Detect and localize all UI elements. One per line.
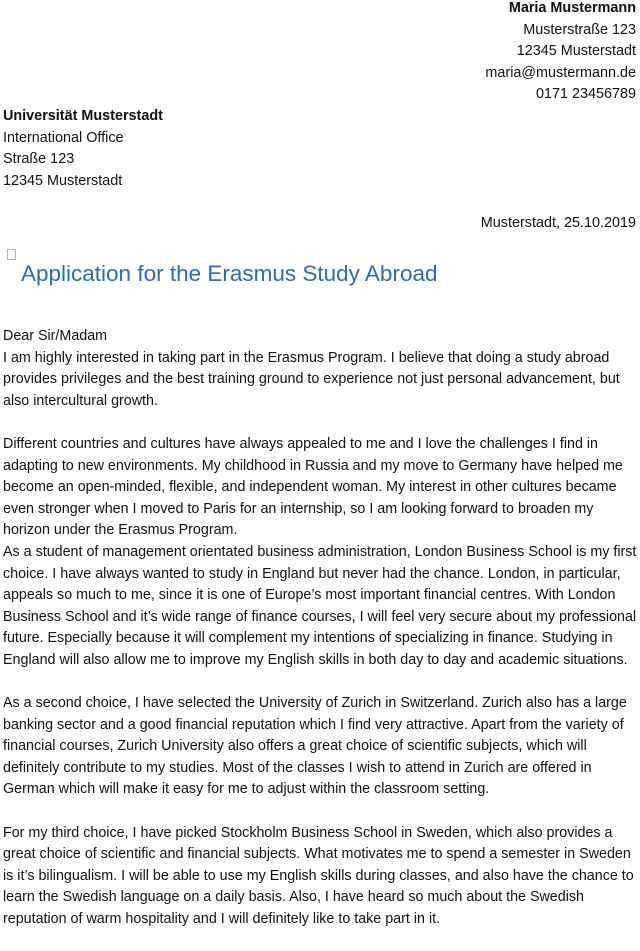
sender-city: 12345 Musterstadt — [516, 43, 636, 60]
paragraph-spacer — [3, 801, 639, 823]
recipient-institution: Universität Musterstadt — [3, 108, 163, 124]
paragraph-spacer — [3, 672, 639, 694]
letter-date: Musterstadt, 25.10.2019 — [480, 215, 636, 231]
sender-phone: 0171 23456789 — [535, 86, 636, 103]
recipient-department: International Office — [3, 129, 124, 146]
recipient-address-block — [3, 106, 163, 192]
body-paragraph-1: I am highly interested in taking part in the Erasmus Program. I believe that doing a study abroad provides privileges and the best training ground to experience not just personal advancement, but also intercultural growth. — [3, 349, 620, 409]
text-anchor-marker — [7, 249, 16, 260]
sender-email: maria@mustermann.de — [485, 64, 636, 81]
recipient-city: 12345 Musterstadt — [3, 172, 123, 189]
body-paragraph-5: For my third choice, I have picked Stockholm Business School in Sweden, which also provides a great choice of scientific and financial subjects. What motivates me to spend a semester in Sweden is it’s bilingualism. I will be able to use my English skills during classes, and also have the chance to learn the Swedish language on a daily basis. Also, I have heard so much about the Swedish reputation of warm hospitality and I will definitely like to take part in it. — [3, 824, 634, 928]
paragraph-spacer — [3, 412, 639, 434]
salutation: Dear Sir/Madam — [3, 328, 108, 344]
letter-body — [3, 326, 639, 931]
sender-street: Musterstraße 123 — [523, 21, 636, 38]
recipient-street: Straße 123 — [3, 151, 75, 168]
body-paragraph-4: As a second choice, I have selected the University of Zurich in Switzerland. Zurich also has a large banking sector and a good financial reputation which I find very attractive. Apart from the variety of financial courses, Zurich University also offers a great choice of scientific subjects, which will definitely contribute to my studies. Most of the classes I wish to attend in Zurich are offered in German which will make it easy for me to adjust within the classroom setting. — [3, 695, 627, 798]
body-paragraph-2: Different countries and cultures have always appealed to me and I love the challenges I find in adapting to new environments. My childhood in Russia and my move to Germany have helped me become an open-minded, flexible, and independent woman. My interest in other cultures became even stronger when I moved to Paris for an internship, so I am looking forward to broaden my horizon under the Erasmus Program. — [3, 435, 623, 539]
sender-name: Maria Mustermann — [508, 0, 636, 16]
body-paragraph-3: As a student of management orientated business administration, London Business School is my first choice. I have always wanted to study in England but never had the chance. London, in particular, appeals so much to me, since it is one of Europe’s most important financial centres. With London Business School and it’s wide range of finance courses, I will feel very secure about my professional future. Especially because it will complement my intentions of specializing in finance. Studying in England will also allow me to improve my English skills in both day to day and academic situations. — [3, 543, 637, 668]
sender-address-block — [485, 0, 636, 106]
letter-title: Application for the Erasmus Study Abroad — [21, 261, 438, 286]
